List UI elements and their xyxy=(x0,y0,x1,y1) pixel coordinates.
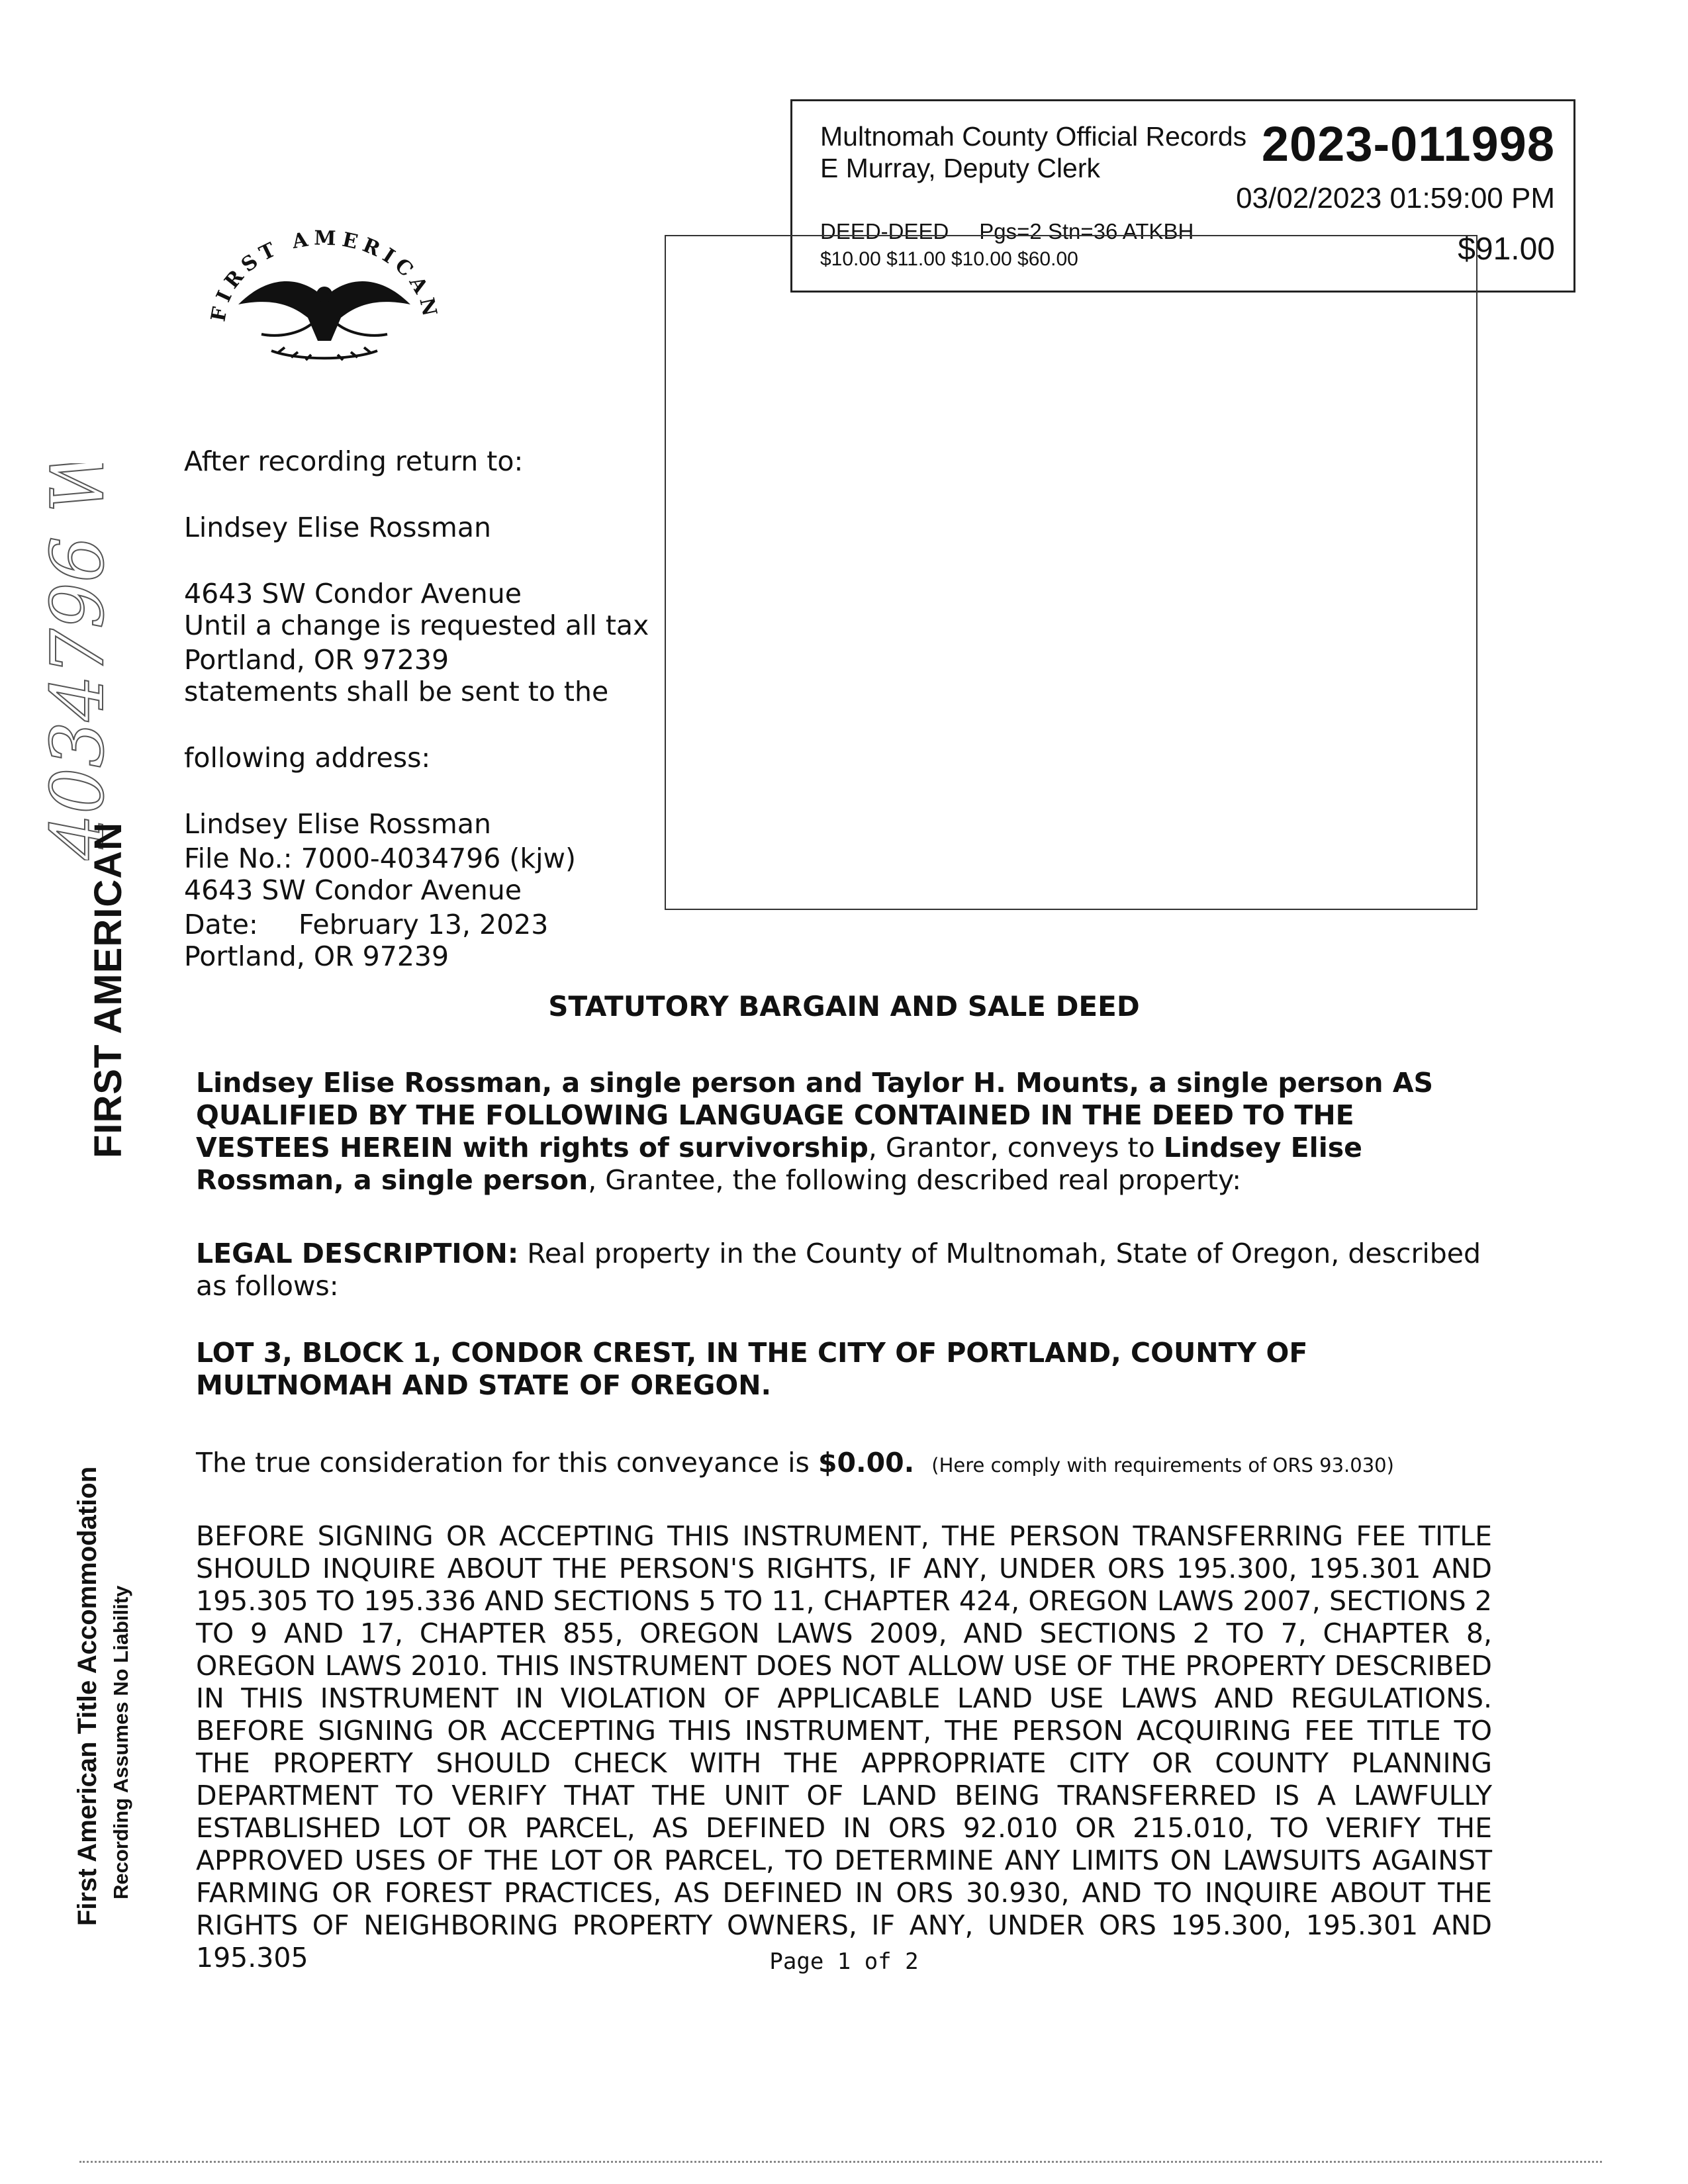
stamp-datetime: 03/02/2023 01:59:00 PM xyxy=(1236,182,1555,214)
stamp-clerk: E Murray, Deputy Clerk xyxy=(820,153,1101,183)
statutory-warning: BEFORE SIGNING OR ACCEPTING THIS INSTRUMENT, THE PERSON TRANSFERRING FEE TITLE SHOULD INQUIRE ABOUT THE PERSON'S RIGHTS, IF ANY, UNDER ORS 195.300, 195.301 AND 195.305 TO 195.336 AND SECTIONS 5 TO 11, CHAPTER 424, OREGON LAWS 2007, SECTIONS 2 TO 9 AND 17, CHAPTER 855, OREGON LAWS 2009, AND SECTIONS 2 TO 7, CHAPTER 8, OREGON LAWS 2010. THIS INSTRUMENT DOES NOT ALLOW USE OF THE PROPERTY DESCRIBED IN THIS INSTRUMENT IN VIOLATION OF APPLICABLE LAND USE LAWS AND REGULATIONS. BEFORE SIGNING OR ACCEPTING THIS INSTRUMENT, THE PERSON ACQUIRING FEE TITLE TO THE PROPERTY SHOULD CHECK WITH THE APPROPRIATE CITY OR COUNTY PLANNING DEPARTMENT TO VERIFY THAT THE UNIT OF LAND BEING TRANSFERRED IS A LAWFULLY ESTABLISHED LOT OR PARCEL, AS DEFINED IN ORS 92.010 OR 215.010, TO VERIFY THE APPROVED USES OF THE LOT OR PARCEL, TO DETERMINE ANY LIMITS ON LAWSUITS AGAINST FARMING OR FOREST PRACTICES, AS DEFINED IN ORS 30.930, AND TO INQUIRE ABOUT THE RIGHTS OF NEIGHBORING PROPERTY OWNERS, IF ANY, UNDER ORS 195.300, 195.301 AND 195.305 xyxy=(196,1520,1492,1974)
tax-line-1: Until a change is requested all tax xyxy=(184,610,649,641)
consideration-paragraph xyxy=(196,1447,1492,1482)
legal-label: LEGAL DESCRIPTION: xyxy=(196,1238,519,1269)
stamp-county: Multnomah County Official Records xyxy=(820,121,1247,152)
return-street: 4643 SW Condor Avenue xyxy=(184,578,522,610)
date-value: February 13, 2023 xyxy=(299,909,549,940)
margin-brand: FIRST AMERICAN xyxy=(87,821,130,1158)
consideration-suffix: . xyxy=(904,1447,915,1479)
tax-line-2: statements shall be sent to the xyxy=(184,676,609,707)
legal-description xyxy=(196,1238,1492,1302)
consideration-amount: $0.00 xyxy=(818,1447,904,1479)
date-label: Date: xyxy=(184,909,258,940)
grantor-text: Lindsey Elise Rossman, a single person and Taylor H. Mounts, a single person AS QUALIFIED BY THE FOLLOWING LANGUAGE CONTAINED IN THE DEED TO THE VESTEES HEREIN with rights of survivorship xyxy=(196,1067,1434,1163)
return-city: Portland, OR 97239 xyxy=(184,644,449,676)
margin-recording-note: Recording Assumes No Liability xyxy=(109,1585,132,1899)
handwriting-text: 4034796 W xyxy=(40,463,120,860)
deed-title: STATUTORY BARGAIN AND SALE DEED xyxy=(548,990,1140,1023)
tax-line-3: following address: xyxy=(184,742,431,774)
tax-street: 4643 SW Condor Avenue xyxy=(184,874,522,906)
tax-city: Portland, OR 97239 xyxy=(184,940,449,972)
file-number: 7000-4034796 (kjw) xyxy=(301,842,577,874)
logo-text: FIRST AMERICAN xyxy=(207,226,442,324)
stamp-fees: $10.00 $11.00 $10.00 $60.00 xyxy=(820,248,1078,270)
consideration-prefix: The true consideration for this conveyance is xyxy=(196,1447,818,1479)
recording-area-box xyxy=(665,235,1477,910)
stamp-total: $91.00 xyxy=(1458,232,1555,267)
file-info-block xyxy=(184,809,576,974)
legal-text: Real property in the County of Multnomah, State of Oregon, described as follows: xyxy=(196,1238,1481,1302)
page-number: Page 1 of 2 xyxy=(769,1948,919,1975)
grantee-text: Lindsey Elise Rossman, a single person xyxy=(196,1132,1362,1196)
file-label: File No.: xyxy=(184,842,293,874)
stamp-record-number: 2023-011998 xyxy=(1261,116,1555,171)
grantee-tail-text: , Grantee, the following described real property: xyxy=(588,1164,1242,1196)
stamp-doctype: DEED-DEED Pgs=2 Stn=36 ATKBH xyxy=(820,219,1194,244)
return-heading: After recording return to: xyxy=(184,445,524,477)
lot-description: LOT 3, BLOCK 1, CONDOR CREST, IN THE CITY OF PORTLAND, COUNTY OF MULTNOMAH AND STATE OF OREGON. xyxy=(196,1337,1308,1401)
grantor-mid-text: , Grantor, conveys to xyxy=(868,1132,1164,1163)
margin-accommodation: First American Title Accommodation xyxy=(73,1466,102,1926)
grant-paragraph xyxy=(196,1067,1492,1197)
eagle-logo-icon xyxy=(199,225,450,377)
tax-name: Lindsey Elise Rossman xyxy=(184,808,491,840)
handwritten-file-number xyxy=(40,463,132,860)
return-name: Lindsey Elise Rossman xyxy=(184,512,491,543)
consideration-note: (Here comply with requirements of ORS 93.030) xyxy=(931,1454,1394,1477)
scan-artifact-line xyxy=(79,2161,1602,2163)
